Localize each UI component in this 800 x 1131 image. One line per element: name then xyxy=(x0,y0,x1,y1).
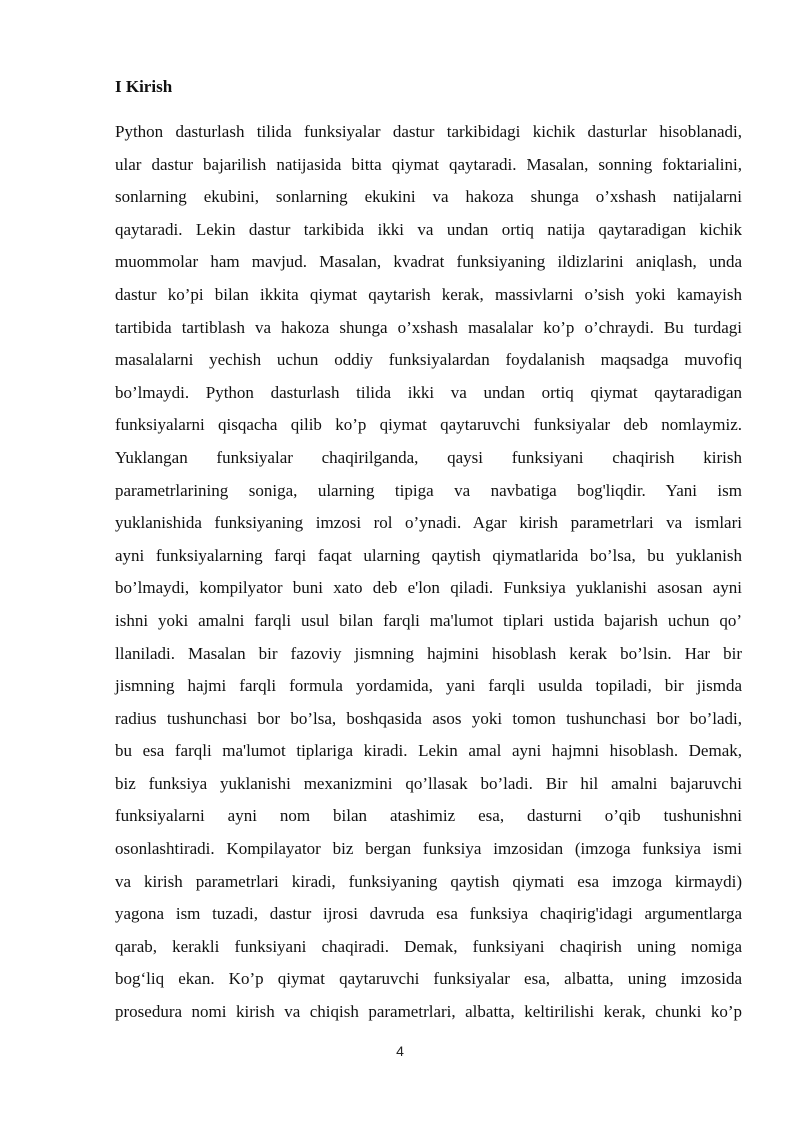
paragraph-line: osonlashtiradi. Kompilayator biz bergan funksiya imzosidan (imzoga funksiya ismi xyxy=(115,839,742,859)
paragraph-line: bo’lmaydi. Python dasturlash tilida ikki va undan ortiq qiymat qaytaradigan xyxy=(115,382,742,402)
paragraph-line: tartibida tartiblash va hakoza shunga o’xshash masalalar ko’p o’chraydi. Bu turdagi xyxy=(115,317,742,337)
paragraph-line: yuklanishida funksiyaning imzosi rol o’ynadi. Agar kirish parametrlari va ismlari xyxy=(115,513,742,533)
paragraph-line: ayni funksiyalarning farqi faqat ularning qaytish qiymatlarida bo’lsa, bu yuklanish xyxy=(115,545,742,565)
paragraph-line: Yuklangan funksiyalar chaqirilganda, qaysi funksiyani chaqirish kirish xyxy=(115,447,742,467)
body-paragraph xyxy=(115,116,742,1029)
paragraph-line: qaytaradi. Lekin dastur tarkibida ikki va undan ortiq natija qaytaradigan kichik xyxy=(115,219,742,239)
paragraph-line: bo’lmaydi, kompilyator buni xato deb e'lon qiladi. Funksiya yuklanishi asosan ayni xyxy=(115,578,742,598)
paragraph-line: qarab, kerakli funksiyani chaqiradi. Demak, funksiyani chaqirish uning nomiga xyxy=(115,936,742,956)
paragraph-line: Python dasturlash tilida funksiyalar dastur tarkibidagi kichik dasturlar hisoblanadi, xyxy=(115,122,742,141)
paragraph-line: sonlarning ekubini, sonlarning ekukini va hakoza shunga o’xshash natijalarni xyxy=(115,187,742,207)
page-number: 4 xyxy=(396,1043,404,1059)
paragraph-line: llaniladi. Masalan bir fazoviy jismning hajmini hisoblash kerak bo’lsin. Har bir xyxy=(115,643,742,663)
paragraph-line: funksiyalarni qisqacha qilib ko’p qiymat qaytaruvchi funksiyalar deb nomlaymiz. xyxy=(115,415,742,435)
paragraph-line: dastur ko’pi bilan ikkita qiymat qaytarish kerak, massivlarni o’sish yoki kamayish xyxy=(115,284,742,304)
paragraph-line: prosedura nomi kirish va chiqish parametrlari, albatta, keltirilishi kerak, chunki ko’p xyxy=(115,1002,742,1022)
paragraph-line: parametrlarining soniga, ularning tipiga va navbatiga bog'liqdir. Yani ism xyxy=(115,480,742,500)
paragraph-line: jismning hajmi farqli formula yordamida, yani farqli usulda topiladi, bir jismda xyxy=(115,676,742,696)
paragraph-line: yagona ism tuzadi, dastur ijrosi davruda esa funksiya chaqirig'idagi argumentlarga xyxy=(115,904,742,924)
paragraph-line: muommolar ham mavjud. Masalan, kvadrat funksiyaning ildizlarini aniqlash, unda xyxy=(115,252,742,272)
paragraph-line: ishni yoki amalni farqli usul bilan farqli ma'lumot tiplari ustida bajarish uchun qo’ xyxy=(115,610,742,630)
paragraph-line: biz funksiya yuklanishi mexanizmini qo’llasak bo’ladi. Bir hil amalni bajaruvchi xyxy=(115,773,742,793)
paragraph-line: funksiyalarni ayni nom bilan atashimiz esa, dasturni o’qib tushunishni xyxy=(115,806,742,826)
paragraph-line: va kirish parametrlari kiradi, funksiyaning qaytish qiymati esa imzoga kirmaydi) xyxy=(115,871,742,891)
paragraph-line: bog‘liq ekan. Ko’p qiymat qaytaruvchi funksiyalar esa, albatta, uning imzosida xyxy=(115,969,742,989)
paragraph-line: bu esa farqli ma'lumot tiplariga kiradi. Lekin amal ayni hajmni hisoblash. Demak, xyxy=(115,741,742,761)
paragraph-line: masalalarni yechish uchun oddiy funksiyalardan foydalanish maqsadga muvofiq xyxy=(115,350,742,370)
paragraph-line: ular dastur bajarilish natijasida bitta qiymat qaytaradi. Masalan, sonning foktarialini, xyxy=(115,154,742,174)
paragraph-line: radius tushunchasi bor bo’lsa, boshqasida asos yoki tomon tushunchasi bor bo’ladi, xyxy=(115,708,742,728)
section-heading: I Kirish xyxy=(115,77,173,96)
